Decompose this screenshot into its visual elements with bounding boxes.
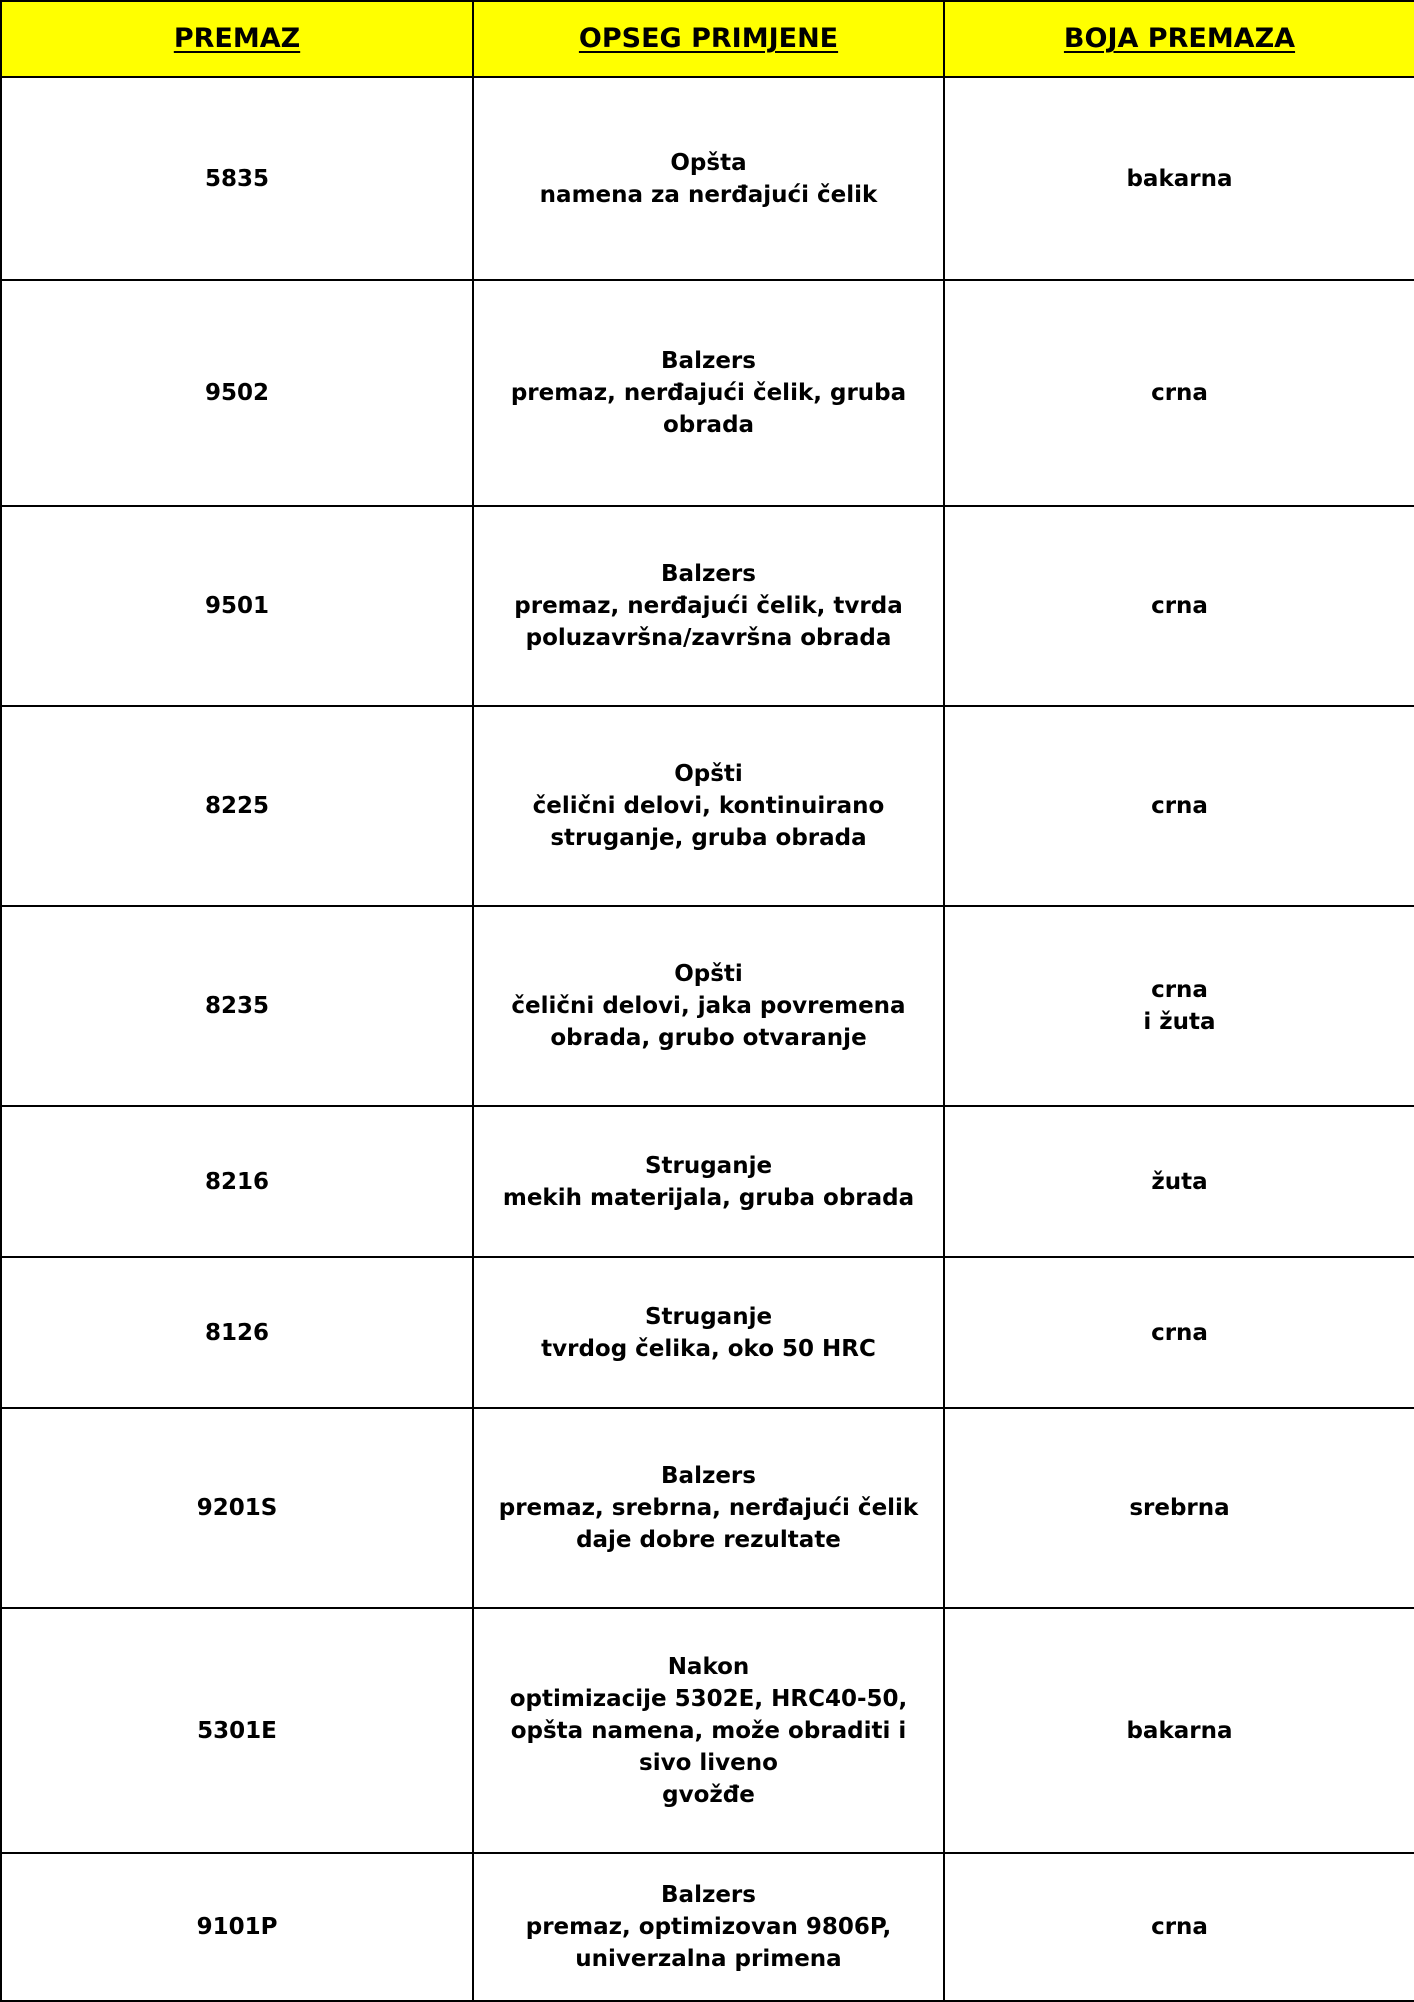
table-row [1, 1608, 1414, 1853]
cell-scope: Struganje mekih materijala, gruba obrada [473, 1106, 944, 1257]
cell-scope: Opšti čelični delovi, kontinuirano struganje, gruba obrada [473, 706, 944, 906]
cell-code: 9501 [1, 506, 473, 706]
table-row [1, 906, 1414, 1106]
cell-code: 5835 [1, 77, 473, 280]
cell-color: crna [944, 280, 1414, 506]
cell-color: bakarna [944, 1608, 1414, 1853]
cell-color: crna [944, 1853, 1414, 2001]
cell-scope: Opšta namena za nerđajući čelik [473, 77, 944, 280]
table-row [1, 1106, 1414, 1257]
table-row [1, 1853, 1414, 2001]
cell-color: crna i žuta [944, 906, 1414, 1106]
table-row [1, 506, 1414, 706]
cell-scope: Balzers premaz, nerđajući čelik, gruba obrada [473, 280, 944, 506]
header-boja-premaza: BOJA PREMAZA [944, 1, 1414, 77]
cell-color: bakarna [944, 77, 1414, 280]
cell-scope: Struganje tvrdog čelika, oko 50 HRC [473, 1257, 944, 1408]
cell-code: 5301E [1, 1608, 473, 1853]
cell-code: 8235 [1, 906, 473, 1106]
cell-color: crna [944, 1257, 1414, 1408]
table-row [1, 1408, 1414, 1608]
table-row [1, 77, 1414, 280]
cell-scope: Balzers premaz, optimizovan 9806P, univerzalna primena [473, 1853, 944, 2001]
header-row [1, 1, 1414, 77]
header-premaz: PREMAZ [1, 1, 473, 77]
cell-code: 8225 [1, 706, 473, 906]
cell-code: 9201S [1, 1408, 473, 1608]
cell-scope: Opšti čelični delovi, jaka povremena obrada, grubo otvaranje [473, 906, 944, 1106]
header-opseg-primjene: OPSEG PRIMJENE [473, 1, 944, 77]
cell-scope: Nakon optimizacije 5302E, HRC40-50, opšta namena, može obraditi i sivo liveno gvožđe [473, 1608, 944, 1853]
cell-code: 9101P [1, 1853, 473, 2001]
table-row [1, 1257, 1414, 1408]
cell-code: 8216 [1, 1106, 473, 1257]
cell-code: 9502 [1, 280, 473, 506]
cell-color: crna [944, 506, 1414, 706]
cell-scope: Balzers premaz, srebrna, nerđajući čelik daje dobre rezultate [473, 1408, 944, 1608]
table-row [1, 706, 1414, 906]
cell-color: crna [944, 706, 1414, 906]
cell-color: žuta [944, 1106, 1414, 1257]
cell-scope: Balzers premaz, nerđajući čelik, tvrda poluzavršna/završna obrada [473, 506, 944, 706]
cell-color: srebrna [944, 1408, 1414, 1608]
cell-code: 8126 [1, 1257, 473, 1408]
table-row [1, 280, 1414, 506]
